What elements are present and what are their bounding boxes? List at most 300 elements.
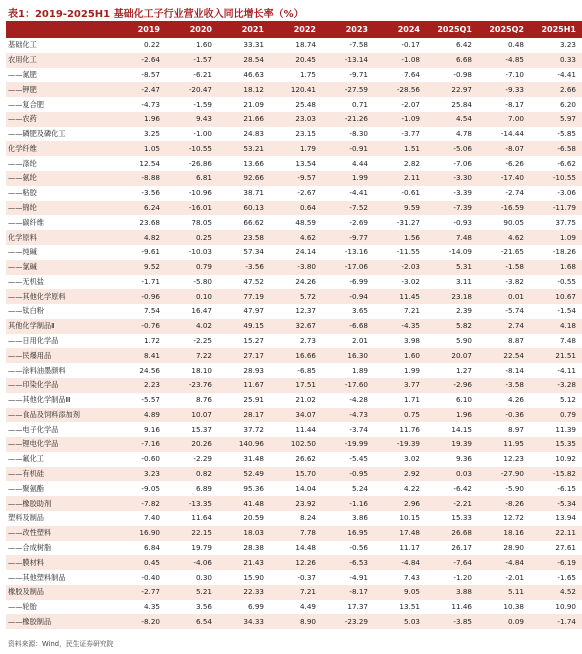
value-cell: 0.79 [195,262,212,272]
value-cell: -0.91 [349,143,368,153]
value-cell: 60.13 [243,202,264,212]
value-cell: -3.02 [401,276,420,286]
value-cell: -19.99 [344,439,368,449]
value-cell: 9.43 [195,114,212,124]
value-cell: 13.54 [295,158,316,168]
value-cell: 4.89 [143,409,160,419]
value-cell: -8.26 [505,498,524,508]
value-cell: 1.51 [403,143,420,153]
value-cell: 120.41 [290,84,316,94]
value-cell: 10.67 [555,291,576,301]
row-label: 其他化学制品Ⅱ [8,321,55,331]
header-cell: 2025Q2 [489,25,524,34]
value-cell: 22.15 [191,528,212,538]
value-cell: 1.89 [351,365,368,375]
value-cell: 8.24 [299,513,316,523]
value-cell: 9.52 [143,262,160,272]
header-cell: 2023 [345,25,368,34]
value-cell: 66.62 [243,217,264,227]
value-cell: 1.96 [143,114,160,124]
value-cell: -13.16 [344,247,368,257]
table-row [6,171,582,186]
value-cell: -0.96 [141,291,160,301]
value-cell: 23.18 [451,291,472,301]
value-cell: 16.66 [295,350,316,360]
value-cell: 6.10 [455,395,472,405]
value-cell: -3.56 [245,262,264,272]
value-cell: 18.16 [503,528,524,538]
value-cell: 34.07 [295,409,316,419]
value-cell: -2.69 [349,217,368,227]
value-cell: 5.31 [455,262,472,272]
value-cell: -5.45 [349,454,368,464]
value-cell: 11.64 [191,513,212,523]
value-cell: 48.59 [295,217,316,227]
value-cell: -2.77 [141,587,160,597]
value-cell: 28.17 [243,409,264,419]
value-cell: 92.66 [243,173,264,183]
value-cell: 14.04 [295,483,316,493]
row-label: ——磷肥及磷化工 [8,129,66,139]
row-label: ——氨纶 [8,173,37,183]
value-cell: -3.28 [557,380,576,390]
value-cell: -1.57 [193,55,212,65]
value-cell: 5.03 [403,616,420,626]
table-row [6,245,582,260]
value-cell: -0.56 [349,542,368,552]
value-cell: 12.72 [503,513,524,523]
value-cell: -1.65 [557,572,576,582]
value-cell: -8.30 [349,129,368,139]
value-cell: 18.03 [243,528,264,538]
value-cell: -14.44 [500,129,524,139]
value-cell: 0.64 [299,202,316,212]
value-cell: 0.71 [351,99,368,109]
value-cell: 3.65 [351,306,368,316]
value-cell: 1.71 [403,395,420,405]
value-cell: -0.17 [401,40,420,50]
value-cell: 16.47 [191,306,212,316]
value-cell: 37.72 [243,424,264,434]
value-cell: 2.82 [403,158,420,168]
value-cell: -27.90 [500,469,524,479]
value-cell: 12.26 [295,557,316,567]
value-cell: -20.47 [188,84,212,94]
value-cell: -31.27 [396,217,420,227]
value-cell: 47.52 [243,276,264,286]
value-cell: 14.15 [451,424,472,434]
row-label: ——聚氨酯 [8,483,44,493]
value-cell: -13.35 [188,498,212,508]
value-cell: -3.56 [141,188,160,198]
value-cell: -3.58 [505,380,524,390]
value-cell: 6.24 [143,202,160,212]
value-cell: -2.74 [505,188,524,198]
value-cell: 27.17 [243,350,264,360]
row-label: ——轮胎 [8,602,37,612]
value-cell: 0.10 [195,291,212,301]
value-cell: -6.58 [557,143,576,153]
value-cell: 53.21 [243,143,264,153]
row-label: ——粘胶 [8,188,37,198]
value-cell: 8.90 [299,616,316,626]
value-cell: 1.05 [143,143,160,153]
header-cell: 2020 [189,25,212,34]
value-cell: -0.61 [401,188,420,198]
value-cell: 7.54 [143,306,160,316]
value-cell: -5.85 [557,129,576,139]
value-cell: 17.37 [347,602,368,612]
value-cell: 6.54 [195,616,212,626]
value-cell: 10.92 [555,454,576,464]
value-cell: -7.58 [349,40,368,50]
value-cell: -11.79 [552,202,576,212]
value-cell: 31.48 [243,454,264,464]
table-row [6,452,582,467]
value-cell: 6.20 [559,99,576,109]
value-cell: -1.08 [401,55,420,65]
value-cell: 28.38 [243,542,264,552]
value-cell: 95.36 [243,483,264,493]
value-cell: 12.37 [295,306,316,316]
value-cell: -6.85 [297,365,316,375]
growth-table [6,21,582,629]
table-row [6,38,582,53]
value-cell: 0.45 [143,557,160,567]
value-cell: 20.07 [451,350,472,360]
value-cell: -3.80 [297,262,316,272]
table-row [6,304,582,319]
table-row [6,541,582,556]
value-cell: 21.66 [243,114,264,124]
value-cell: 2.39 [455,306,472,316]
value-cell: 26.68 [451,528,472,538]
value-cell: -28.56 [396,84,420,94]
value-cell: 90.05 [503,217,524,227]
row-label: ——印染化学品 [8,380,59,390]
value-cell: -6.99 [349,276,368,286]
value-cell: -7.06 [453,158,472,168]
value-cell: -10.03 [188,247,212,257]
value-cell: 16.90 [139,528,160,538]
value-cell: 16.95 [347,528,368,538]
value-cell: 28.90 [503,542,524,552]
value-cell: -7.64 [453,557,472,567]
value-cell: 0.30 [195,572,212,582]
row-label: 农用化工 [8,55,37,65]
value-cell: -2.29 [193,454,212,464]
value-cell: 5.24 [351,483,368,493]
value-cell: -2.25 [193,336,212,346]
row-label: ——日用化学品 [8,336,59,346]
table-row [6,422,582,437]
value-cell: 22.97 [451,84,472,94]
value-cell: -3.82 [505,276,524,286]
value-cell: 21.02 [295,395,316,405]
value-cell: 7.43 [403,572,420,582]
table-row [6,570,582,585]
value-cell: -3.39 [453,188,472,198]
table-row [6,289,582,304]
value-cell: -21.26 [344,114,368,124]
value-cell: -9.71 [349,69,368,79]
value-cell: 0.33 [559,55,576,65]
header-cell: 2022 [293,25,316,34]
table-row [6,334,582,349]
value-cell: -1.71 [141,276,160,286]
table-row [6,481,582,496]
value-cell: -2.96 [453,380,472,390]
value-cell: 5.72 [299,291,316,301]
value-cell: 3.86 [351,513,368,523]
table-row [6,614,582,629]
value-cell: 1.60 [195,40,212,50]
value-cell: -17.06 [344,262,368,272]
value-cell: -1.58 [505,262,524,272]
value-cell: -0.76 [141,321,160,331]
table-row [6,201,582,216]
row-label: ——氮肥 [8,69,37,79]
row-label: ——改性塑料 [8,528,52,538]
value-cell: -6.42 [453,483,472,493]
value-cell: 22.33 [243,587,264,597]
value-cell: 15.33 [451,513,472,523]
value-cell: -17.40 [500,173,524,183]
value-cell: -10.96 [188,188,212,198]
value-cell: -4.35 [401,321,420,331]
value-cell: 4.44 [351,158,368,168]
value-cell: -1.00 [193,129,212,139]
value-cell: 24.56 [139,365,160,375]
value-cell: 1.72 [143,336,160,346]
row-label: 橡胶及制品 [8,587,44,597]
value-cell: -4.11 [557,365,576,375]
value-cell: 21.09 [243,99,264,109]
value-cell: -2.03 [401,262,420,272]
value-cell: 6.42 [455,40,472,50]
value-cell: 33.31 [243,40,264,50]
value-cell: 8.97 [507,424,524,434]
value-cell: 2.01 [351,336,368,346]
value-cell: 1.99 [403,365,420,375]
value-cell: 1.09 [559,232,576,242]
value-cell: -7.16 [141,439,160,449]
value-cell: 77.19 [243,291,264,301]
value-cell: 20.59 [243,513,264,523]
value-cell: 10.90 [555,602,576,612]
value-cell: 5.90 [455,336,472,346]
value-cell: 4.62 [299,232,316,242]
value-cell: 15.35 [555,439,576,449]
value-cell: 10.15 [399,513,420,523]
value-cell: 5.11 [507,587,524,597]
table-row [6,82,582,97]
value-cell: -15.82 [552,469,576,479]
row-label: 化学纤维 [8,143,37,153]
value-cell: 24.14 [295,247,316,257]
value-cell: -7.39 [453,202,472,212]
value-cell: -26.86 [188,158,212,168]
row-label: ——锦纶 [8,202,37,212]
value-cell: 18.74 [295,40,316,50]
value-cell: -2.01 [505,572,524,582]
value-cell: -27.59 [344,84,368,94]
value-cell: 5.21 [195,587,212,597]
value-cell: -8.17 [505,99,524,109]
value-cell: 28.93 [243,365,264,375]
value-cell: -1.20 [453,572,472,582]
value-cell: -10.55 [552,173,576,183]
value-cell: 13.94 [555,513,576,523]
table-row [6,437,582,452]
table-row [6,68,582,83]
value-cell: -6.53 [349,557,368,567]
value-cell: -8.88 [141,173,160,183]
value-cell: 23.92 [295,498,316,508]
row-label: ——氟化工 [8,454,44,464]
table-row [6,511,582,526]
value-cell: -4.84 [401,557,420,567]
value-cell: 3.98 [403,336,420,346]
value-cell: 0.25 [195,232,212,242]
value-cell: 4.82 [143,232,160,242]
value-cell: 0.22 [143,40,160,50]
value-cell: 2.74 [507,321,524,331]
value-cell: -0.55 [557,276,576,286]
table-row [6,215,582,230]
row-label: ——其他化学制品Ⅲ [8,395,71,405]
row-label: ——碳纤维 [8,217,44,227]
value-cell: -4.06 [193,557,212,567]
value-cell: -8.57 [141,69,160,79]
value-cell: -6.26 [505,158,524,168]
value-cell: -9.33 [505,84,524,94]
value-cell: 3.11 [455,276,472,286]
value-cell: 7.21 [299,587,316,597]
value-cell: 32.67 [295,321,316,331]
value-cell: 7.78 [299,528,316,538]
value-cell: 27.61 [555,542,576,552]
value-cell: -3.06 [557,188,576,198]
value-cell: 1.79 [299,143,316,153]
row-label: ——涤纶 [8,158,37,168]
value-cell: -13.14 [344,55,368,65]
row-label: ——钛白粉 [8,306,44,316]
value-cell: -4.91 [349,572,368,582]
table-row [6,319,582,334]
value-cell: 18.12 [243,84,264,94]
row-label: ——钾肥 [8,84,37,94]
table-header [6,21,582,38]
value-cell: -0.60 [141,454,160,464]
value-cell: 102.50 [290,439,316,449]
table-row [6,408,582,423]
value-cell: 47.97 [243,306,264,316]
table-row [6,230,582,245]
value-cell: 15.27 [243,336,264,346]
value-cell: -2.07 [401,99,420,109]
value-cell: -7.82 [141,498,160,508]
table-row [6,260,582,275]
value-cell: 4.62 [507,232,524,242]
value-cell: -8.20 [141,616,160,626]
value-cell: -6.19 [557,557,576,567]
row-label: ——无机盐 [8,276,44,286]
value-cell: 12.54 [139,158,160,168]
value-cell: 3.23 [559,40,576,50]
value-cell: 140.96 [238,439,264,449]
value-cell: -17.60 [344,380,368,390]
value-cell: -9.05 [141,483,160,493]
value-cell: -5.06 [453,143,472,153]
value-cell: 19.79 [191,542,212,552]
value-cell: 37.75 [555,217,576,227]
value-cell: 7.21 [403,306,420,316]
header-cell [6,21,114,38]
value-cell: 7.22 [195,350,212,360]
value-cell: -11.55 [396,247,420,257]
value-cell: -3.30 [453,173,472,183]
value-cell: -9.57 [297,173,316,183]
value-cell: 8.87 [507,336,524,346]
value-cell: -0.37 [297,572,316,582]
value-cell: 25.91 [243,395,264,405]
value-cell: 57.34 [243,247,264,257]
value-cell: 24.26 [295,276,316,286]
value-cell: 22.11 [555,528,576,538]
value-cell: 4.54 [455,114,472,124]
value-cell: -1.16 [349,498,368,508]
row-label: ——其他化学原料 [8,291,66,301]
value-cell: 11.45 [399,291,420,301]
value-cell: 7.40 [143,513,160,523]
value-cell: 46.63 [243,69,264,79]
value-cell: 3.02 [403,454,420,464]
value-cell: -5.90 [505,483,524,493]
table-row [6,363,582,378]
value-cell: -6.21 [193,69,212,79]
value-cell: 1.68 [559,262,576,272]
value-cell: 2.66 [559,84,576,94]
value-cell: 28.54 [243,55,264,65]
table-row [6,393,582,408]
value-cell: -2.67 [297,188,316,198]
value-cell: 7.64 [403,69,420,79]
value-cell: 23.15 [295,129,316,139]
value-cell: 4.26 [507,395,524,405]
value-cell: 4.35 [143,602,160,612]
value-cell: -23.76 [188,380,212,390]
row-label: ——农药 [8,114,37,124]
value-cell: 25.48 [295,99,316,109]
value-cell: -1.54 [557,306,576,316]
value-cell: -16.59 [500,202,524,212]
table-row [6,600,582,615]
value-cell: -4.28 [349,395,368,405]
value-cell: 15.37 [191,424,212,434]
value-cell: 0.01 [507,291,524,301]
value-cell: 1.96 [455,409,472,419]
table-row [6,141,582,156]
table-body [6,38,582,629]
value-cell: -2.47 [141,84,160,94]
value-cell: 9.16 [143,424,160,434]
row-label: ——复合肥 [8,99,44,109]
value-cell: -16.01 [188,202,212,212]
value-cell: 10.38 [503,602,524,612]
value-cell: -8.14 [505,365,524,375]
value-cell: 49.15 [243,321,264,331]
